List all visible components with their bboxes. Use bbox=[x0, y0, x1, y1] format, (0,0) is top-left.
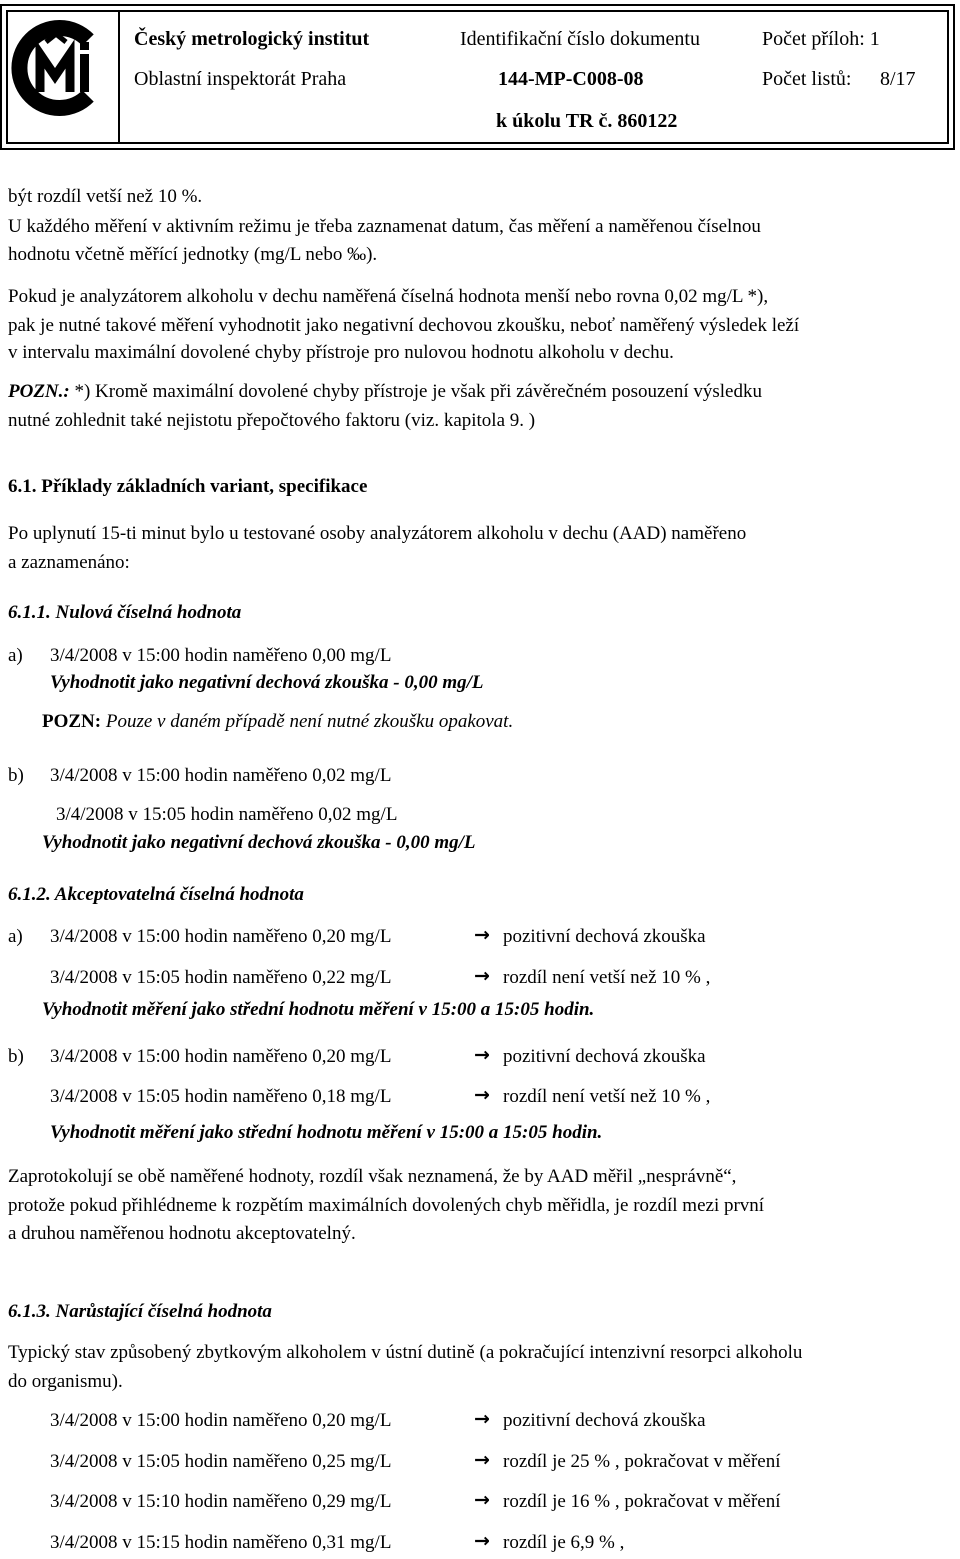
header-divider bbox=[118, 12, 120, 142]
s612-b-line-1-result: pozitivní dechová zkouška bbox=[503, 1046, 706, 1067]
inspectorate-name: Oblastní inspektorát Praha bbox=[134, 68, 347, 90]
s611-b-evaluation: Vyhodnotit jako negativní dechová zkouška - 0,00 mg/L bbox=[42, 832, 476, 853]
s613-row-1-result: pozitivní dechová zkouška bbox=[503, 1410, 706, 1431]
s612-summary-line-1: Zaprotokolují se obě naměřené hodnoty, rozdíl však neznamená, že by AAD měřil „nesprávně“, bbox=[8, 1166, 737, 1187]
s611-b-line-1: 3/4/2008 v 15:00 hodin naměřeno 0,02 mg/L bbox=[50, 765, 392, 786]
s613-row-3: 3/4/2008 v 15:10 hodin naměřeno 0,29 mg/L bbox=[50, 1491, 392, 1512]
s611-a-line-1: 3/4/2008 v 15:00 hodin naměřeno 0,00 mg/L bbox=[50, 645, 392, 666]
s611-a-note-text: Pouze v daném případě není nutné zkoušku opakovat. bbox=[101, 711, 514, 732]
para1-line-3: v intervalu maximální dovolené chyby přístroje pro nulovou hodnotu alkoholu v dechu. bbox=[8, 342, 674, 363]
arrow-right-icon: → bbox=[474, 1530, 490, 1552]
s612-a-line-1-result: pozitivní dechová zkouška bbox=[503, 926, 706, 947]
s611-a-evaluation: Vyhodnotit jako negativní dechová zkouška - 0,00 mg/L bbox=[50, 672, 484, 693]
s611-a-note bbox=[42, 711, 513, 733]
s613-row-1: 3/4/2008 v 15:00 hodin naměřeno 0,20 mg/L bbox=[50, 1410, 392, 1431]
cmi-logo-icon bbox=[10, 14, 118, 122]
task-number: k úkolu TR č. 860122 bbox=[496, 110, 678, 132]
s613-row-3-result: rozdíl je 16 % , pokračovat v měření bbox=[503, 1491, 781, 1512]
s611-a-note-label: POZN: bbox=[42, 711, 102, 732]
arrow-right-icon: → bbox=[474, 1489, 490, 1511]
s613-row-4: 3/4/2008 v 15:15 hodin naměřeno 0,31 mg/L bbox=[50, 1532, 392, 1553]
para1-line-1: Pokud je analyzátorem alkoholu v dechu naměřená číselná hodnota menší nebo rovna 0,02 mg/L *), bbox=[8, 286, 769, 307]
doc-id-label: Identifikační číslo dokumentu bbox=[460, 28, 700, 50]
s611-b-line-2: 3/4/2008 v 15:05 hodin naměřeno 0,02 mg/L bbox=[56, 804, 398, 825]
section-6-1-1-heading: 6.1.1. Nulová číselná hodnota bbox=[8, 602, 242, 623]
attachments-count: Počet příloh: 1 bbox=[762, 28, 880, 50]
s613-line-2: do organismu). bbox=[8, 1371, 123, 1392]
sheets-label: Počet listů: bbox=[762, 68, 852, 90]
arrow-right-icon: → bbox=[474, 1084, 490, 1106]
s613-row-2-result: rozdíl je 25 % , pokračovat v měření bbox=[503, 1451, 781, 1472]
logo-text: ČMI bbox=[10, 14, 12, 15]
arrow-right-icon: → bbox=[474, 1044, 490, 1066]
arrow-right-icon: → bbox=[474, 924, 490, 946]
intro-line-1: být rozdíl vetší než 10 %. bbox=[8, 186, 203, 207]
institute-name: Český metrologický institut bbox=[134, 28, 370, 50]
doc-id: 144-MP-C008-08 bbox=[498, 68, 644, 90]
note-line-1 bbox=[8, 381, 762, 403]
section-6-1-heading: 6.1. Příklady základních variant, specifikace bbox=[8, 476, 368, 497]
s612-b-line-1: 3/4/2008 v 15:00 hodin naměřeno 0,20 mg/L bbox=[50, 1046, 392, 1067]
s612-summary-line-2: protože pokud přihlédneme k rozpětím maximálních dovolených chyb měřidla, je rozdíl mezi první bbox=[8, 1195, 765, 1216]
para1-line-2: pak je nutné takové měření vyhodnotit jako negativní dechovou zkoušku, neboť naměřený výsledek leží bbox=[8, 315, 800, 336]
s613-row-2: 3/4/2008 v 15:05 hodin naměřeno 0,25 mg/L bbox=[50, 1451, 392, 1472]
section-6-1-2-heading: 6.1.2. Akceptovatelná číselná hodnota bbox=[8, 884, 304, 905]
note-text: *) Kromě maximální dovolené chyby přístroje je však při závěrečném posouzení výsledku bbox=[69, 381, 762, 402]
s612-a-evaluation: Vyhodnotit měření jako střední hodnotu měření v 15:00 a 15:05 hodin. bbox=[42, 999, 595, 1020]
s612-a-line-1: 3/4/2008 v 15:00 hodin naměřeno 0,20 mg/L bbox=[50, 926, 392, 947]
list-label-a: a) bbox=[8, 645, 23, 666]
s612-b-line-2-result: rozdíl není vetší než 10 % , bbox=[503, 1086, 711, 1107]
s613-row-4-result: rozdíl je 6,9 % , bbox=[503, 1532, 625, 1553]
s613-line-1: Typický stav způsobený zbytkovým alkoholem v ústní dutině (a pokračující intenzivní resorpci alkoholu bbox=[8, 1342, 803, 1363]
note-label: POZN.: bbox=[8, 381, 70, 402]
arrow-right-icon: → bbox=[474, 1408, 490, 1430]
sheets-value: 8/17 bbox=[880, 68, 916, 90]
list-label-b: b) bbox=[8, 765, 24, 786]
s612-a-line-2: 3/4/2008 v 15:05 hodin naměřeno 0,22 mg/L bbox=[50, 967, 392, 988]
list-label-b: b) bbox=[8, 1046, 24, 1067]
list-label-a: a) bbox=[8, 926, 23, 947]
intro-line-3: hodnotu včetně měřící jednotky (mg/L nebo ‰). bbox=[8, 244, 378, 265]
s612-b-evaluation: Vyhodnotit měření jako střední hodnotu měření v 15:00 a 15:05 hodin. bbox=[50, 1122, 603, 1143]
arrow-right-icon: → bbox=[474, 965, 490, 987]
s612-a-line-2-result: rozdíl není vetší než 10 % , bbox=[503, 967, 711, 988]
section-6-1-line-1: Po uplynutí 15-ti minut bylo u testované osoby analyzátorem alkoholu v dechu (AAD) naměřeno bbox=[8, 523, 747, 544]
note-line-2: nutné zohlednit také nejistotu přepočtového faktoru (viz. kapitola 9. ) bbox=[8, 410, 536, 431]
arrow-right-icon: → bbox=[474, 1449, 490, 1471]
s612-summary-line-3: a druhou naměřenou hodnotu akceptovatelný. bbox=[8, 1223, 356, 1244]
section-6-1-line-2: a zaznamenáno: bbox=[8, 552, 130, 573]
section-6-1-3-heading: 6.1.3. Narůstající číselná hodnota bbox=[8, 1301, 272, 1322]
s612-b-line-2: 3/4/2008 v 15:05 hodin naměřeno 0,18 mg/L bbox=[50, 1086, 392, 1107]
intro-line-2: U každého měření v aktivním režimu je třeba zaznamenat datum, čas měření a naměřenou číselnou bbox=[8, 216, 761, 237]
